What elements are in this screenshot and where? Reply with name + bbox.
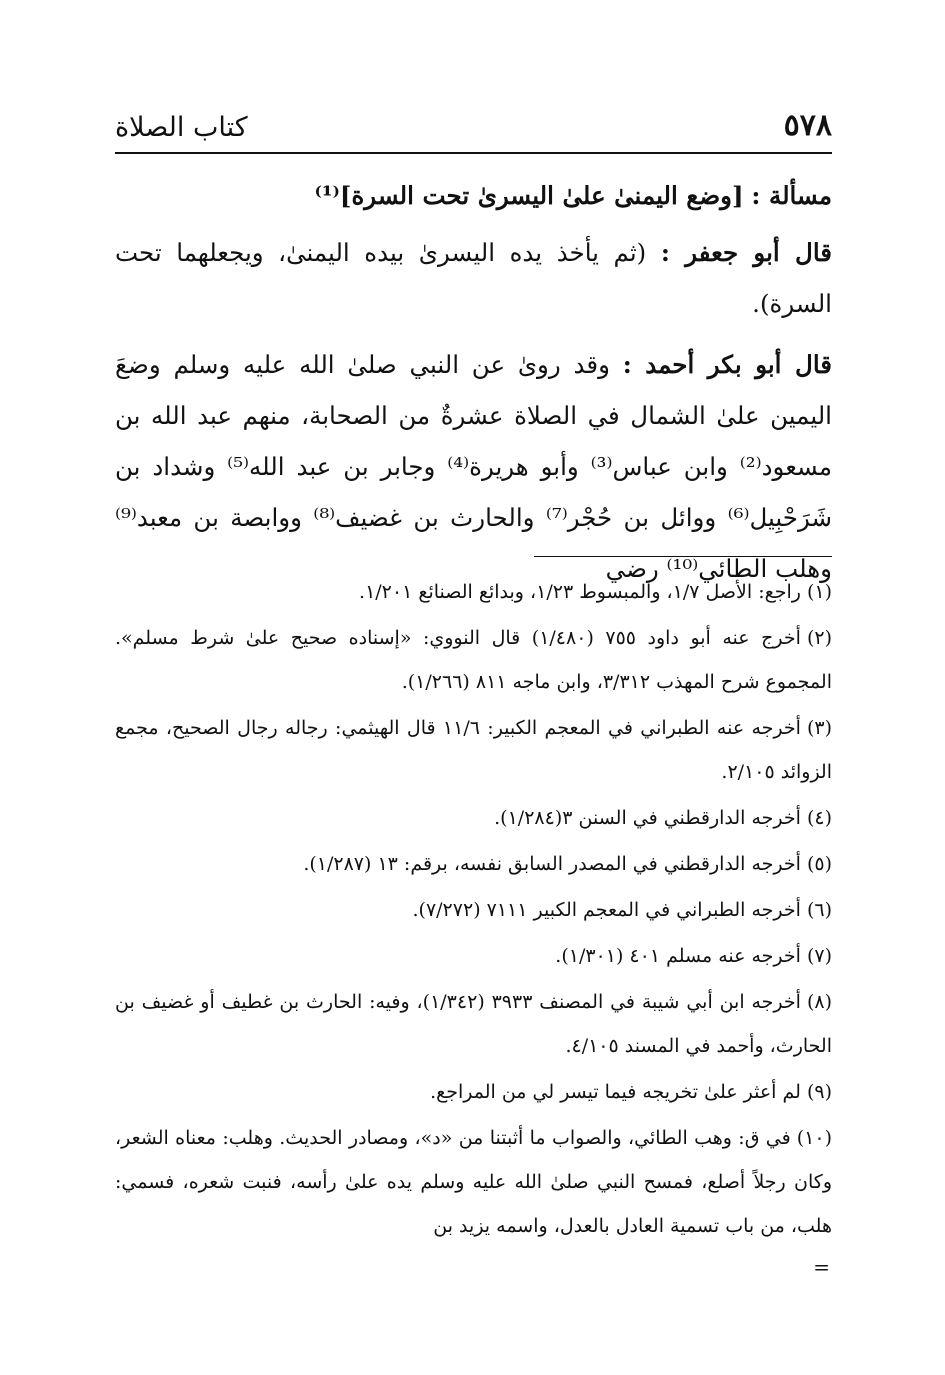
page-header [115,100,832,154]
footnote-text: راجع: الأصل ١/٧، والمبسوط ١/٢٣، وبدائع الصنائع ١/٢٠١. [359,581,801,603]
footnote-text: أخرج عنه أبو داود ٧٥٥ (١/٤٨٠) قال النووي: «إسناده صحيح علىٰ شرط مسلم». المجموع شرح المهذب ٣/٣١٢، وابن ماجه ٨١١ (١/٢٦٦). [115,627,832,693]
footnote-text: أخرجه الطبراني في المعجم الكبير ٧١١١ (٧/٢٧٢). [412,899,801,921]
footnote [115,796,832,840]
footnote-text: لم أعثر علىٰ تخريجه فيما تيسر لي من المراجع. [430,1081,801,1103]
footnote-text: أخرجه الدارقطني في المصدر السابق نفسه، برقم: ١٣ (١/٢٨٧). [303,853,801,875]
footnote [115,706,832,794]
footnote-text: أخرجه عنه الطبراني في المعجم الكبير: ١١/٦ قال الهيثمي: رجاله رجال الصحيح، مجمع الزوائد ٢/١٠٥. [115,717,832,783]
footnote-number: (٣) [806,717,832,739]
running-title: كتاب الصلاة [115,112,248,143]
footnote-number: (١) [806,581,832,603]
page-number: ٥٧٨ [783,108,832,143]
paragraph-lead: قال أبو بكر أحمد : [622,350,832,379]
main-text [115,170,832,604]
footnote-separator [534,556,832,557]
footnote [115,934,832,978]
paragraph-body: وقد روىٰ عن النبي صلىٰ الله عليه وسلم وضعَ اليمين علىٰ الشمال في الصلاة عشرةٌ من الصحابة، منهم عبد الله بن مسعود⁽²⁾ وابن عباس⁽³⁾ وأبو هريرة⁽⁴⁾ وجابر بن عبد الله⁽⁵⁾ وشداد بن شَرَحْبِيل⁽⁶⁾ ووائل بن حُجْر⁽⁷⁾ والحارث بن غضيف⁽⁸⁾ ووابصة بن معبد⁽⁹⁾ وهلب الطائي⁽¹⁰⁾ رضي [115,350,832,583]
footnote [115,570,832,614]
footnote-number: (٧) [806,945,832,967]
footnote [115,980,832,1068]
footnote-number: (٤) [806,807,832,829]
paragraph-lead: قال أبو جعفر : [660,238,832,267]
footnote-number: (٥) [806,853,832,875]
paragraph-body: (ثم يأخذ يده اليسرىٰ بيده اليمنىٰ، ويجعلهما تحت السرة). [115,238,832,318]
footnote-number: (٦) [806,899,832,921]
masala-heading [115,170,832,221]
footnote-text: أخرجه عنه مسلم ٤٠١ (١/٣٠١). [555,945,801,967]
footnote [115,888,832,932]
footnote-number: (٨) [806,991,832,1013]
footnote [115,1070,832,1114]
footnote-number: (٩) [806,1081,832,1103]
footnote-number: (١٠) [796,1127,832,1149]
paragraph-abu-jafar [115,227,832,329]
footnote-text: أخرجه ابن أبي شيبة في المصنف ٣٩٣٣ (١/٣٤٢)، وفيه: الحارث بن غطيف أو غضيف بن الحارث، وأحمد في المسند ٤/١٠٥. [115,991,832,1057]
masala-label: مسألة : [751,181,832,210]
footnotes [115,570,832,1284]
footnote [115,842,832,886]
footnote-text: أخرجه الدارقطني في السنن ٣(١/٢٨٤). [494,807,801,829]
footnote [115,616,832,704]
footnote-number: (٢) [806,627,832,649]
continuation-mark: = [813,1255,830,1279]
footnote [115,1116,832,1248]
masala-title: [وضع اليمنىٰ علىٰ اليسرىٰ تحت السرة]⁽¹⁾ [314,181,744,210]
footnote-text: في ق: وهب الطائي، والصواب ما أثبتنا من «د»، ومصادر الحديث. وهلب: معناه الشعر، وكان رجلاً أصلع، فمسح النبي صلىٰ الله عليه وسلم يده علىٰ رأسه، فنبت شعره، فسمي: هلب، من باب تسمية العادل بالعدل، واسمه يزيد بن [115,1127,832,1237]
